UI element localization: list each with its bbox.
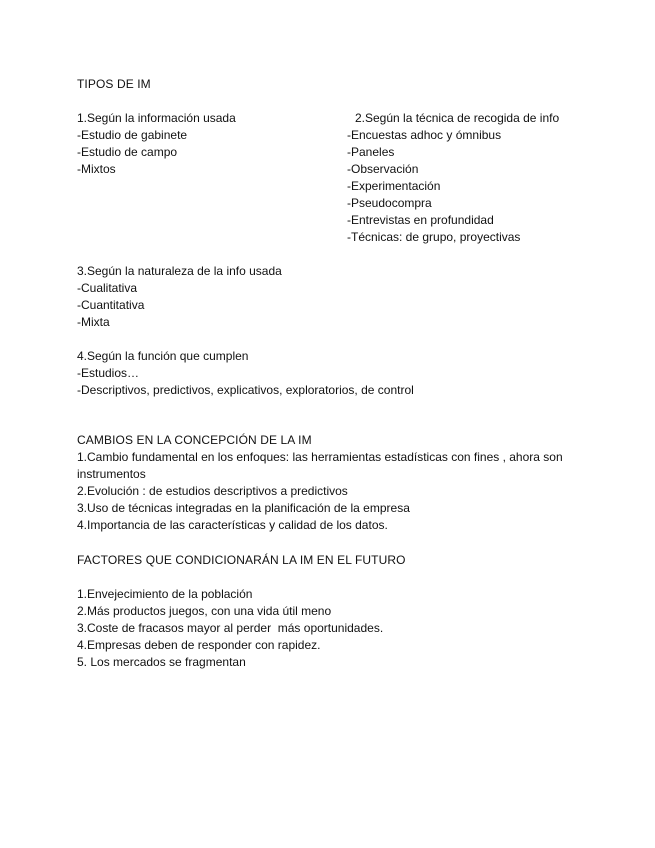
tipos-info-title: 1.Según la información usada xyxy=(77,111,236,125)
factores-item: 1.Envejecimiento de la población xyxy=(77,587,253,601)
tipos-tecnica-item: -Observación xyxy=(347,162,419,176)
tipos-tecnica-item: -Encuestas adhoc y ómnibus xyxy=(347,128,502,142)
tipos-heading: TIPOS DE IM xyxy=(77,77,151,91)
tipos-info-group xyxy=(77,110,337,178)
factores-item: 2.Más productos juegos, con una vida útil meno xyxy=(77,604,332,618)
tipos-tecnica-item: -Pseudocompra xyxy=(347,196,432,210)
cambios-section xyxy=(77,432,587,534)
tipos-naturaleza-group xyxy=(77,263,587,331)
factores-heading: FACTORES QUE CONDICIONARÁN LA IM EN EL FUTURO xyxy=(77,553,406,567)
tipos-info-item: -Estudio de gabinete xyxy=(77,128,188,142)
tipos-tecnica-item: -Paneles xyxy=(347,145,395,159)
tipos-tecnica-item: -Entrevistas en profundidad xyxy=(347,213,494,227)
tipos-tecnica-group xyxy=(347,110,627,246)
tipos-info-item: -Mixtos xyxy=(77,162,116,176)
cambios-item: 2.Evolución : de estudios descriptivos a predictivos xyxy=(77,484,348,498)
factores-list xyxy=(77,586,587,671)
tipos-section xyxy=(77,76,587,93)
tipos-info-item: -Estudio de campo xyxy=(77,145,178,159)
tipos-naturaleza-item: -Cuantitativa xyxy=(77,298,145,312)
factores-item: 4.Empresas deben de responder con rapidez. xyxy=(77,638,321,652)
tipos-naturaleza-item: -Mixta xyxy=(77,315,110,329)
tipos-funcion-group xyxy=(77,348,587,399)
factores-item: 5. Los mercados se fragmentan xyxy=(77,655,246,669)
factores-section xyxy=(77,552,587,569)
tipos-tecnica-item: -Técnicas: de grupo, proyectivas xyxy=(347,230,521,244)
tipos-funcion-item: -Descriptivos, predictivos, explicativos, exploratorios, de control xyxy=(77,383,414,397)
tipos-naturaleza-title: 3.Según la naturaleza de la info usada xyxy=(77,264,282,278)
cambios-item: 4.Importancia de las características y calidad de los datos. xyxy=(77,518,388,532)
cambios-heading: CAMBIOS EN LA CONCEPCIÓN DE LA IM xyxy=(77,433,312,447)
tipos-funcion-item: -Estudios… xyxy=(77,366,140,380)
tipos-tecnica-title: 2.Según la técnica de recogida de info xyxy=(355,111,560,125)
cambios-item: 1.Cambio fundamental en los enfoques: las herramientas estadísticas con fines , ahora son instrumentos xyxy=(77,450,563,481)
tipos-funcion-title: 4.Según la función que cumplen xyxy=(77,349,249,363)
tipos-naturaleza-item: -Cualitativa xyxy=(77,281,138,295)
cambios-item: 3.Uso de técnicas integradas en la planificación de la empresa xyxy=(77,501,410,515)
tipos-tecnica-item: -Experimentación xyxy=(347,179,441,193)
factores-item: 3.Coste de fracasos mayor al perder más oportunidades. xyxy=(77,621,384,635)
